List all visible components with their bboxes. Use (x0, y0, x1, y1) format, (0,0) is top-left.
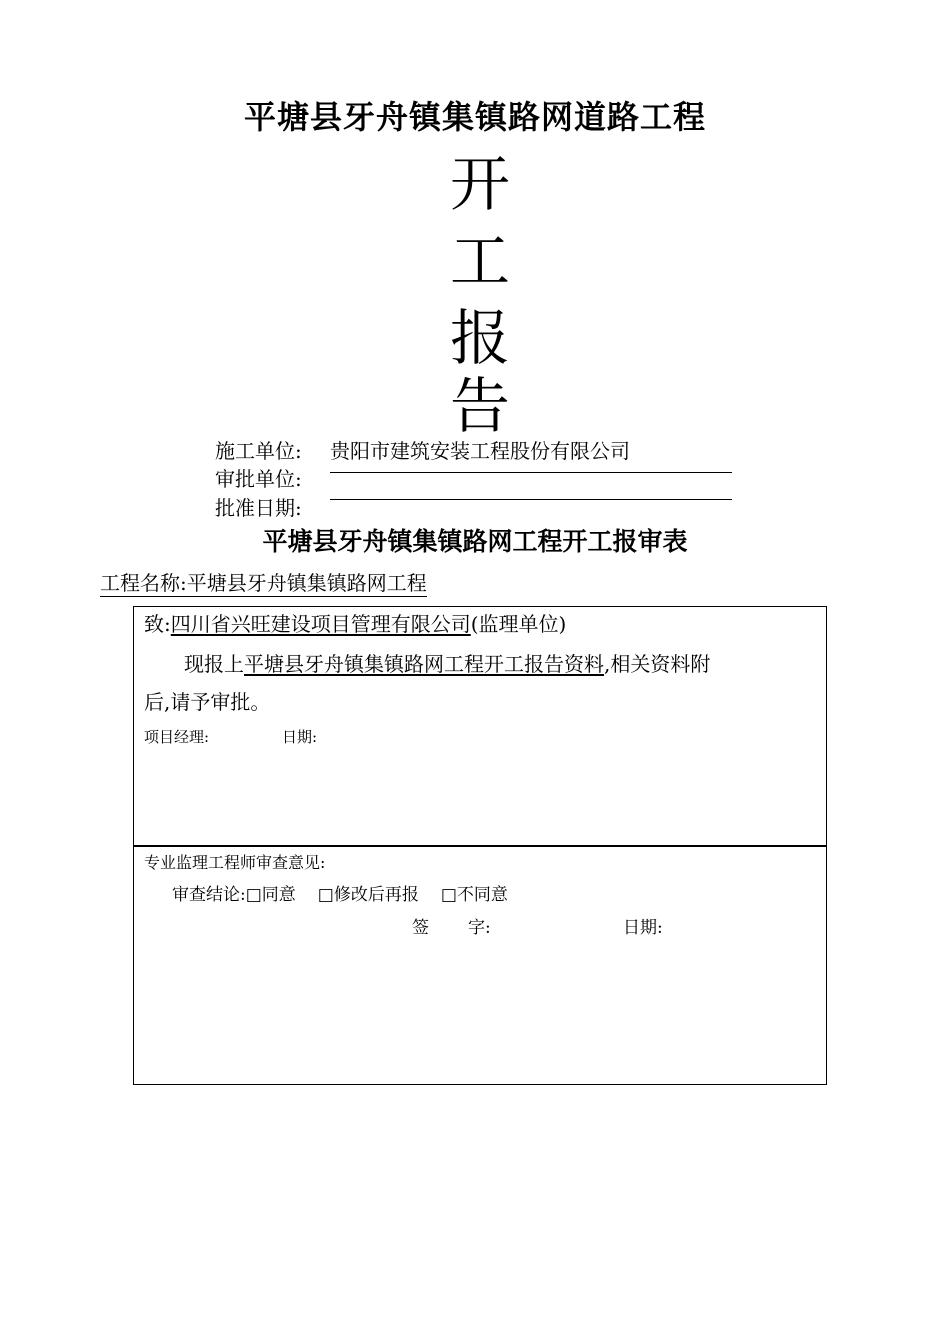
project-name-field (100, 570, 427, 597)
cover-title: 平塘县牙舟镇集镇路网道路工程 (243, 98, 706, 136)
construction-unit-label: 施工单位: (215, 439, 302, 463)
cover-big-char-3: 报 (450, 304, 510, 374)
body-prefix: 现报上 (184, 652, 244, 676)
cover-big-char-4: 告 (450, 372, 510, 442)
review-section (133, 845, 827, 1085)
cover-big-char-1: 开 (450, 150, 510, 220)
option-disagree[interactable]: □不同意 (440, 885, 508, 905)
signature-label: 签 (412, 918, 429, 938)
option-revise-resubmit[interactable]: □修改后再报 (317, 885, 419, 905)
cover-big-char-2: 工 (450, 227, 510, 297)
to-label: 致: (144, 612, 171, 636)
section-divider (134, 845, 826, 846)
submission-text-line2: 后,请予审批。 (144, 690, 271, 714)
approval-date-label: 批准日期: (215, 496, 302, 520)
form-title: 平塘县牙舟镇集镇路网工程开工报审表 (262, 527, 688, 556)
signature-label-2: 字: (468, 918, 491, 938)
review-conclusion-row (172, 880, 508, 905)
body-suffix: ,相关资料附 (604, 652, 711, 676)
addressee-line (144, 611, 566, 637)
option-agree[interactable]: □同意 (245, 885, 296, 905)
construction-unit-value: 贵阳市建筑安装工程股份有限公司 (330, 439, 630, 463)
construction-unit-line (330, 472, 732, 473)
project-name-value: 平塘县牙舟镇集镇路网工程 (186, 571, 427, 595)
supervisor-unit-name: 四川省兴旺建设项目管理有限公司 (170, 612, 471, 636)
supervisor-unit-suffix: (监理单位) (470, 612, 567, 636)
approval-unit-label: 审批单位: (215, 467, 302, 491)
application-section (133, 606, 827, 847)
approval-unit-line (330, 499, 732, 500)
project-name-label: 工程名称: (100, 571, 187, 595)
pm-date-label: 日期: (282, 728, 318, 746)
conclusion-label: 审查结论: (172, 885, 246, 905)
project-manager-label: 项目经理: (144, 728, 210, 746)
review-opinion-heading: 专业监理工程师审查意见: (144, 853, 326, 872)
submission-text-line1 (184, 651, 710, 677)
submitted-document: 平塘县牙舟镇集镇路网工程开工报告资料 (244, 652, 604, 676)
review-date-label: 日期: (623, 918, 663, 938)
